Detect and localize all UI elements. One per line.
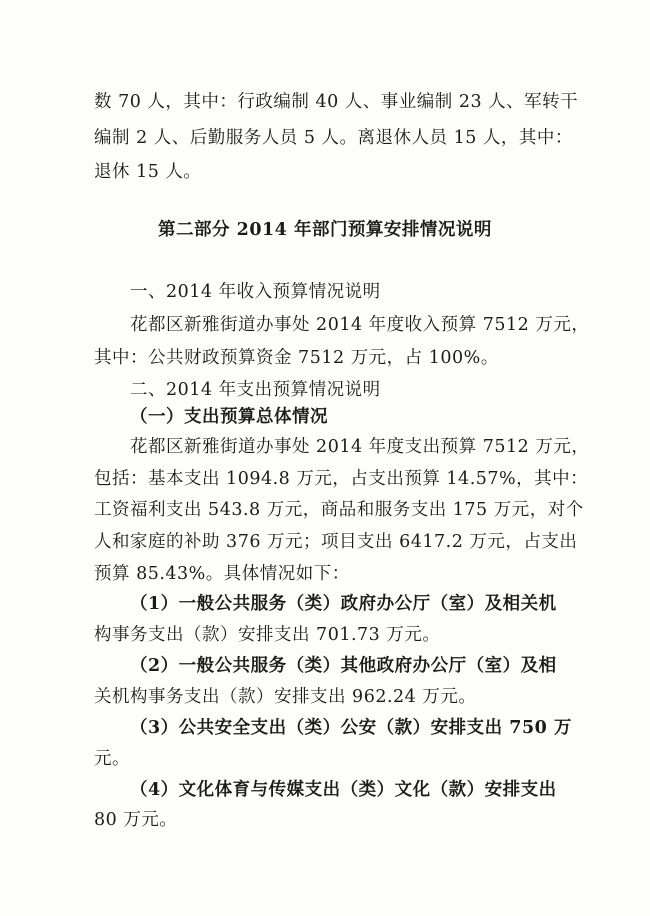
section1-line-2: 其中：公共财政预算资金 7512 万元，占 100%。 [94,348,499,368]
section2-heading: 二、2014 年支出预算情况说明 [130,380,381,400]
item-2-line-2: 关机构事务支出（款）安排支出 962.24 万元。 [94,687,477,707]
section2-subheading: （一）支出预算总体情况 [130,407,328,427]
section2-line-3: 工资福利支出 543.8 万元，商品和服务支出 175 万元，对个 [94,500,584,520]
section2-line-1: 花都区新雅街道办事处 2014 年度支出预算 7512 万元， [130,437,590,457]
item-3-line-1: （3）公共安全支出（类）公安（款）安排支出 750 万 [130,718,572,738]
section2-line-5: 预算 85.43%。具体情况如下： [94,564,350,584]
intro-line-2: 编制 2 人、后勤服务人员 5 人。离退休人员 15 人，其中： [94,128,573,148]
item-2-line-1: （2）一般公共服务（类）其他政府办公厅（室）及相 [130,656,557,676]
item-1-line-1: （1）一般公共服务（类）政府办公厅（室）及相关机 [130,594,557,614]
item-4-line-2: 80 万元。 [94,810,178,830]
section1-heading: 一、2014 年收入预算情况说明 [130,282,381,302]
item-4-line-1: （4）文化体育与传媒支出（类）文化（款）安排支出 [130,780,557,800]
intro-line-3: 退休 15 人。 [94,162,202,182]
item-3-line-2: 元。 [94,749,130,769]
section2-line-2: 包括：基本支出 1094.8 万元，占支出预算 14.57%，其中： [94,469,589,489]
section2-line-4: 人和家庭的补助 376 万元；项目支出 6417.2 万元，占支出 [94,532,578,552]
part-title: 第二部分 2014 年部门预算安排情况说明 [158,220,492,240]
item-1-line-2: 构事务支出（款）安排支出 701.73 万元。 [94,625,441,645]
intro-line-1: 数 70 人，其中：行政编制 40 人、事业编制 23 人、军转干 [94,92,579,112]
section1-line-1: 花都区新雅街道办事处 2014 年度收入预算 7512 万元， [130,315,590,335]
